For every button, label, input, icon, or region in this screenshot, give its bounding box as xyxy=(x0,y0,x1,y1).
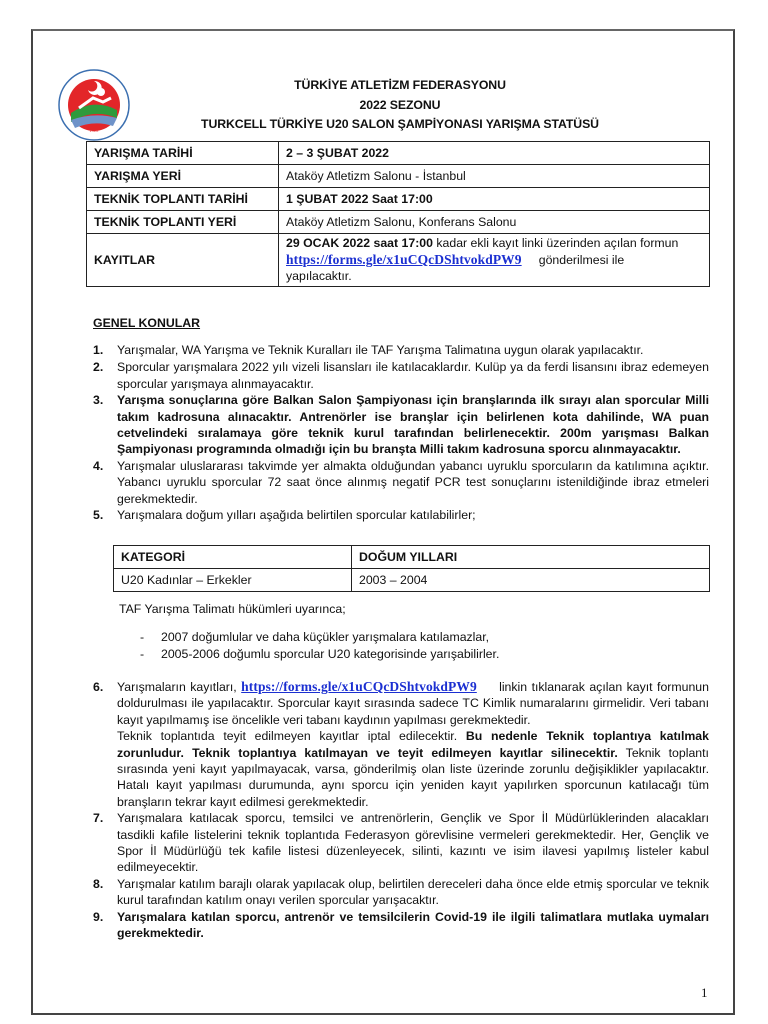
rules-list-part2 xyxy=(93,679,709,942)
list-item xyxy=(140,646,499,663)
registration-text-end: yapılacaktır. xyxy=(286,269,352,284)
column-header: KATEGORİ xyxy=(114,546,352,569)
item-text: Yarışma sonuçlarına göre Balkan Salon Şampiyonası için branşlarında ilk sırayı alan sporcular Milli takım kadrosuna alınacaktır. Antrenörler ise branşlar için belirlenen kota dahilinde, WA puan cetvelindeki sıralamaya göre teknik kurul tarafından belirlenecektir. 200m yarışması Balkan Şampiyonası programında olmadığı için bu branşta Milli takım kadrosuna sporcu alınmayacaktır. xyxy=(117,393,709,457)
item-text: Sporcular yarışmalara 2022 yılı vizeli lisansları ile katılacaklardır. Kulüp ya da ferdi lisansını ibraz edemeyen sporcular yarışmaya alınmayacaktır. xyxy=(117,360,709,391)
item-text: Yarışmalara doğum yılları aşağıda belirtilen sporcular katılabilirler; xyxy=(117,508,476,523)
item-text: Teknik toplantıda teyit edilmeyen kayıtlar iptal edilecektir. xyxy=(117,729,466,744)
page-number: 1 xyxy=(701,985,708,1000)
registration-text-after: gönderilmesi ile xyxy=(538,252,625,267)
item-number: 5. xyxy=(93,508,104,523)
row-value: Ataköy Atletizm Salonu, Konferans Salonu xyxy=(279,211,710,234)
item-number: 2. xyxy=(93,360,104,375)
table-row xyxy=(87,211,710,234)
list-item xyxy=(93,359,709,392)
item-text: Yarışmaların kayıtları, xyxy=(117,680,242,694)
row-value: 1 ŞUBAT 2022 Saat 17:00 xyxy=(279,188,710,211)
table-row xyxy=(87,234,710,287)
list-item xyxy=(140,629,499,646)
item-number: 3. xyxy=(93,393,104,408)
deadline-text: 29 OCAK 2022 saat 17:00 xyxy=(286,236,433,251)
list-item xyxy=(93,507,709,523)
federation-logo xyxy=(55,68,133,142)
row-label: TEKNİK TOPLANTI TARİHİ xyxy=(87,188,279,211)
item-text: Teknik toplantı sırasında yeni kayıt yapılmayacak, varsa, gönderilmiş olan liste üzerinde zorunlu değişiklikler yapılacaktır. Hatalı kayıt yapılması durumunda, aynı sporcu için yeniden kayıt yapılırken sporcunun katılacağı tüm branşların tekrar kayıt edilmesi gerekmektedir. xyxy=(117,745,709,809)
list-item xyxy=(93,342,709,358)
table-cell: 2003 – 2004 xyxy=(352,569,710,592)
column-header: DOĞUM YILLARI xyxy=(352,546,710,569)
item-text-bold: Bu nedenle Teknik toplantıya katılmak zorunludur. Teknik toplantıya katılmayan ve teyit edilmeyen kayıtlar silinecektir. xyxy=(117,729,709,760)
document-header xyxy=(140,76,660,135)
document-title: TURKCELL TÜRKİYE U20 SALON ŞAMPİYONASI YARIŞMA STATÜSÜ xyxy=(201,117,599,131)
federation-logo-icon xyxy=(55,68,133,142)
table-row xyxy=(87,188,710,211)
list-item xyxy=(93,876,709,909)
list-item xyxy=(93,909,709,942)
item-number: 1. xyxy=(93,343,104,357)
svg-text:1922: 1922 xyxy=(89,128,99,133)
item-text: Yarışmalar, WA Yarışma ve Teknik Kuralları ile TAF Yarışma Talimatına uygun olarak yapılacaktır. xyxy=(117,343,644,357)
row-value: Ataköy Atletizm Salonu - İstanbul xyxy=(279,165,710,188)
category-table xyxy=(113,545,710,592)
federation-title: TÜRKİYE ATLETİZM FEDERASYONU xyxy=(294,78,506,92)
regulation-note: TAF Yarışma Talimatı hükümleri uyarınca; xyxy=(119,602,346,616)
section-title: GENEL KONULAR xyxy=(93,316,201,330)
registration-form-link[interactable]: https://forms.gle/x1uCQcDShtvokdPW9 xyxy=(286,251,522,267)
row-value: 2 – 3 ŞUBAT 2022 xyxy=(279,142,710,165)
competition-info-table xyxy=(86,141,710,287)
age-rules-list xyxy=(140,629,499,663)
list-item xyxy=(93,392,709,458)
dash-bullet: - xyxy=(140,630,145,644)
item-number: 9. xyxy=(93,909,104,924)
row-label: YARIŞMA TARİHİ xyxy=(87,142,279,165)
row-label: YARIŞMA YERİ xyxy=(87,165,279,188)
item-text: Yarışmalar uluslararası takvimde yer almakta olduğundan yabancı uyruklu sporcuların da katılımına açıktır. Yabancı uyruklu sporcular 72 saat önce alınmış negatif PCR test sonuçlarını istenildiğinde ibraz etmeleri gerekmektedir. xyxy=(117,458,709,506)
table-row xyxy=(87,165,710,188)
item-number: 7. xyxy=(93,811,104,826)
item-number: 6. xyxy=(93,680,104,694)
item-text: 2005-2006 doğumlu sporcular U20 kategorisinde yarışabilirler. xyxy=(161,647,500,661)
item-text: 2007 doğumlular ve daha küçükler yarışmalara katılamazlar, xyxy=(161,630,490,644)
row-label: TEKNİK TOPLANTI YERİ xyxy=(87,211,279,234)
item-number: 8. xyxy=(93,876,104,891)
table-cell: U20 Kadınlar – Erkekler xyxy=(114,569,352,592)
season-title: 2022 SEZONU xyxy=(359,97,441,112)
item-text: linkin tıklanarak açılan kayıt formunun doldurulması ile yapılacaktır. Sporcular kayıt sırasında sadece TC Kimlik numaralarını girmelidir. Veri tabanı kayıt yapılmamış ise öncelikle veri tabanı kaydının yapılması gerekmektedir. xyxy=(117,680,709,727)
item-text: Yarışmalara katılacak sporcu, temsilci ve antrenörlerin, Gençlik ve Spor İl Müdürlüklerinden alacakları tasdikli kafile listelerini teknik toplantıda Federasyon görevlisine vermeleri gerekmektedir. Her, Gençlik ve Spor İl Müdürlüğü tek kafile listesi düzenleyecek, silinti, kazıntı ve isim ilavesi yapılmış listeler kabul edilmeyecektir. xyxy=(117,811,709,875)
item-text: Yarışmalara katılan sporcu, antrenör ve temsilcilerin Covid-19 ile ilgili talimatlara mutlaka uymaları gerekmektedir. xyxy=(117,909,709,941)
registration-form-link[interactable]: https://forms.gle/x1uCQcDShtvokdPW9 xyxy=(241,679,477,694)
list-item xyxy=(93,679,709,810)
rules-list-part1 xyxy=(93,342,709,523)
dash-bullet: - xyxy=(140,647,145,661)
registration-text: kadar ekli kayıt linki üzerinden açılan formun xyxy=(432,236,679,251)
table-row xyxy=(87,142,710,165)
item-number: 4. xyxy=(93,458,104,473)
table-row xyxy=(114,569,710,592)
list-item xyxy=(93,810,709,876)
item-text: Yarışmalar katılım barajlı olarak yapılacak olup, belirtilen dereceleri daha önce elde etmiş sporcular ve teknik kurul tarafından katılım onayı verilen sporcular yarışacaktır. xyxy=(117,876,709,908)
table-header-row xyxy=(114,546,710,569)
list-item xyxy=(93,458,709,507)
row-value xyxy=(279,234,710,287)
row-label: KAYITLAR xyxy=(87,234,279,287)
